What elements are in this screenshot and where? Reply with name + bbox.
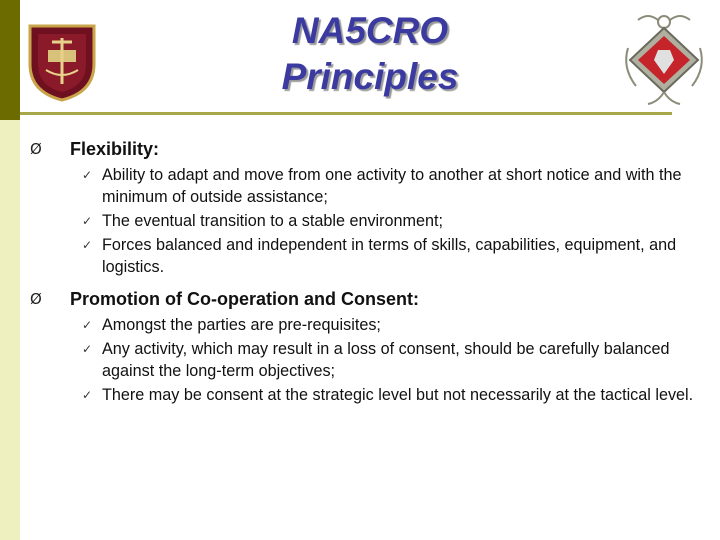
list-item-text: Amongst the parties are pre-requisites; <box>102 316 381 334</box>
list-item-text: The eventual transition to a stable environment; <box>102 212 444 230</box>
slide-title-line-2: Principles <box>281 56 459 97</box>
checkmark-icon: ✓ <box>82 214 93 228</box>
list-item <box>82 314 702 336</box>
bullet-list <box>30 164 702 278</box>
list-item <box>82 384 702 406</box>
checkmark-icon: ✓ <box>82 168 93 182</box>
arrow-bullet-icon: Ø <box>30 140 42 158</box>
list-item <box>82 164 702 208</box>
list-item-text: Ability to adapt and move from one activity to another at short notice and with the minimum of outside assistance; <box>102 166 682 206</box>
list-item <box>82 210 702 232</box>
crest-shield-icon <box>26 20 98 102</box>
section-heading-row <box>30 288 702 310</box>
list-item-text: Forces balanced and independent in terms of skills, capabilities, equipment, and logistics. <box>102 236 677 276</box>
section-cooperation-consent <box>30 288 702 406</box>
crest-emblem-icon <box>618 8 710 108</box>
arrow-bullet-icon: Ø <box>30 290 42 308</box>
section-heading-row <box>30 138 702 160</box>
section-heading: Flexibility: <box>70 139 160 159</box>
checkmark-icon: ✓ <box>82 238 93 252</box>
side-bar-dark-segment <box>0 0 20 120</box>
title-divider <box>20 112 672 115</box>
slide-content <box>30 138 702 416</box>
list-item <box>82 338 702 382</box>
list-item-text: There may be consent at the strategic level but not necessarily at the tactical level. <box>102 386 694 404</box>
section-heading: Promotion of Co-operation and Consent: <box>70 289 419 309</box>
bullet-list <box>30 314 702 406</box>
checkmark-icon: ✓ <box>82 388 93 402</box>
section-flexibility <box>30 138 702 278</box>
slide-title-line-1: NA5CRO <box>291 10 449 51</box>
checkmark-icon: ✓ <box>82 342 93 356</box>
list-item-text: Any activity, which may result in a loss of consent, should be carefully balanced against the long-term objectives; <box>102 340 670 380</box>
list-item <box>82 234 702 278</box>
side-decoration-bar <box>0 0 20 540</box>
checkmark-icon: ✓ <box>82 318 93 332</box>
slide-title <box>170 8 570 100</box>
side-bar-light-segment <box>0 120 20 540</box>
